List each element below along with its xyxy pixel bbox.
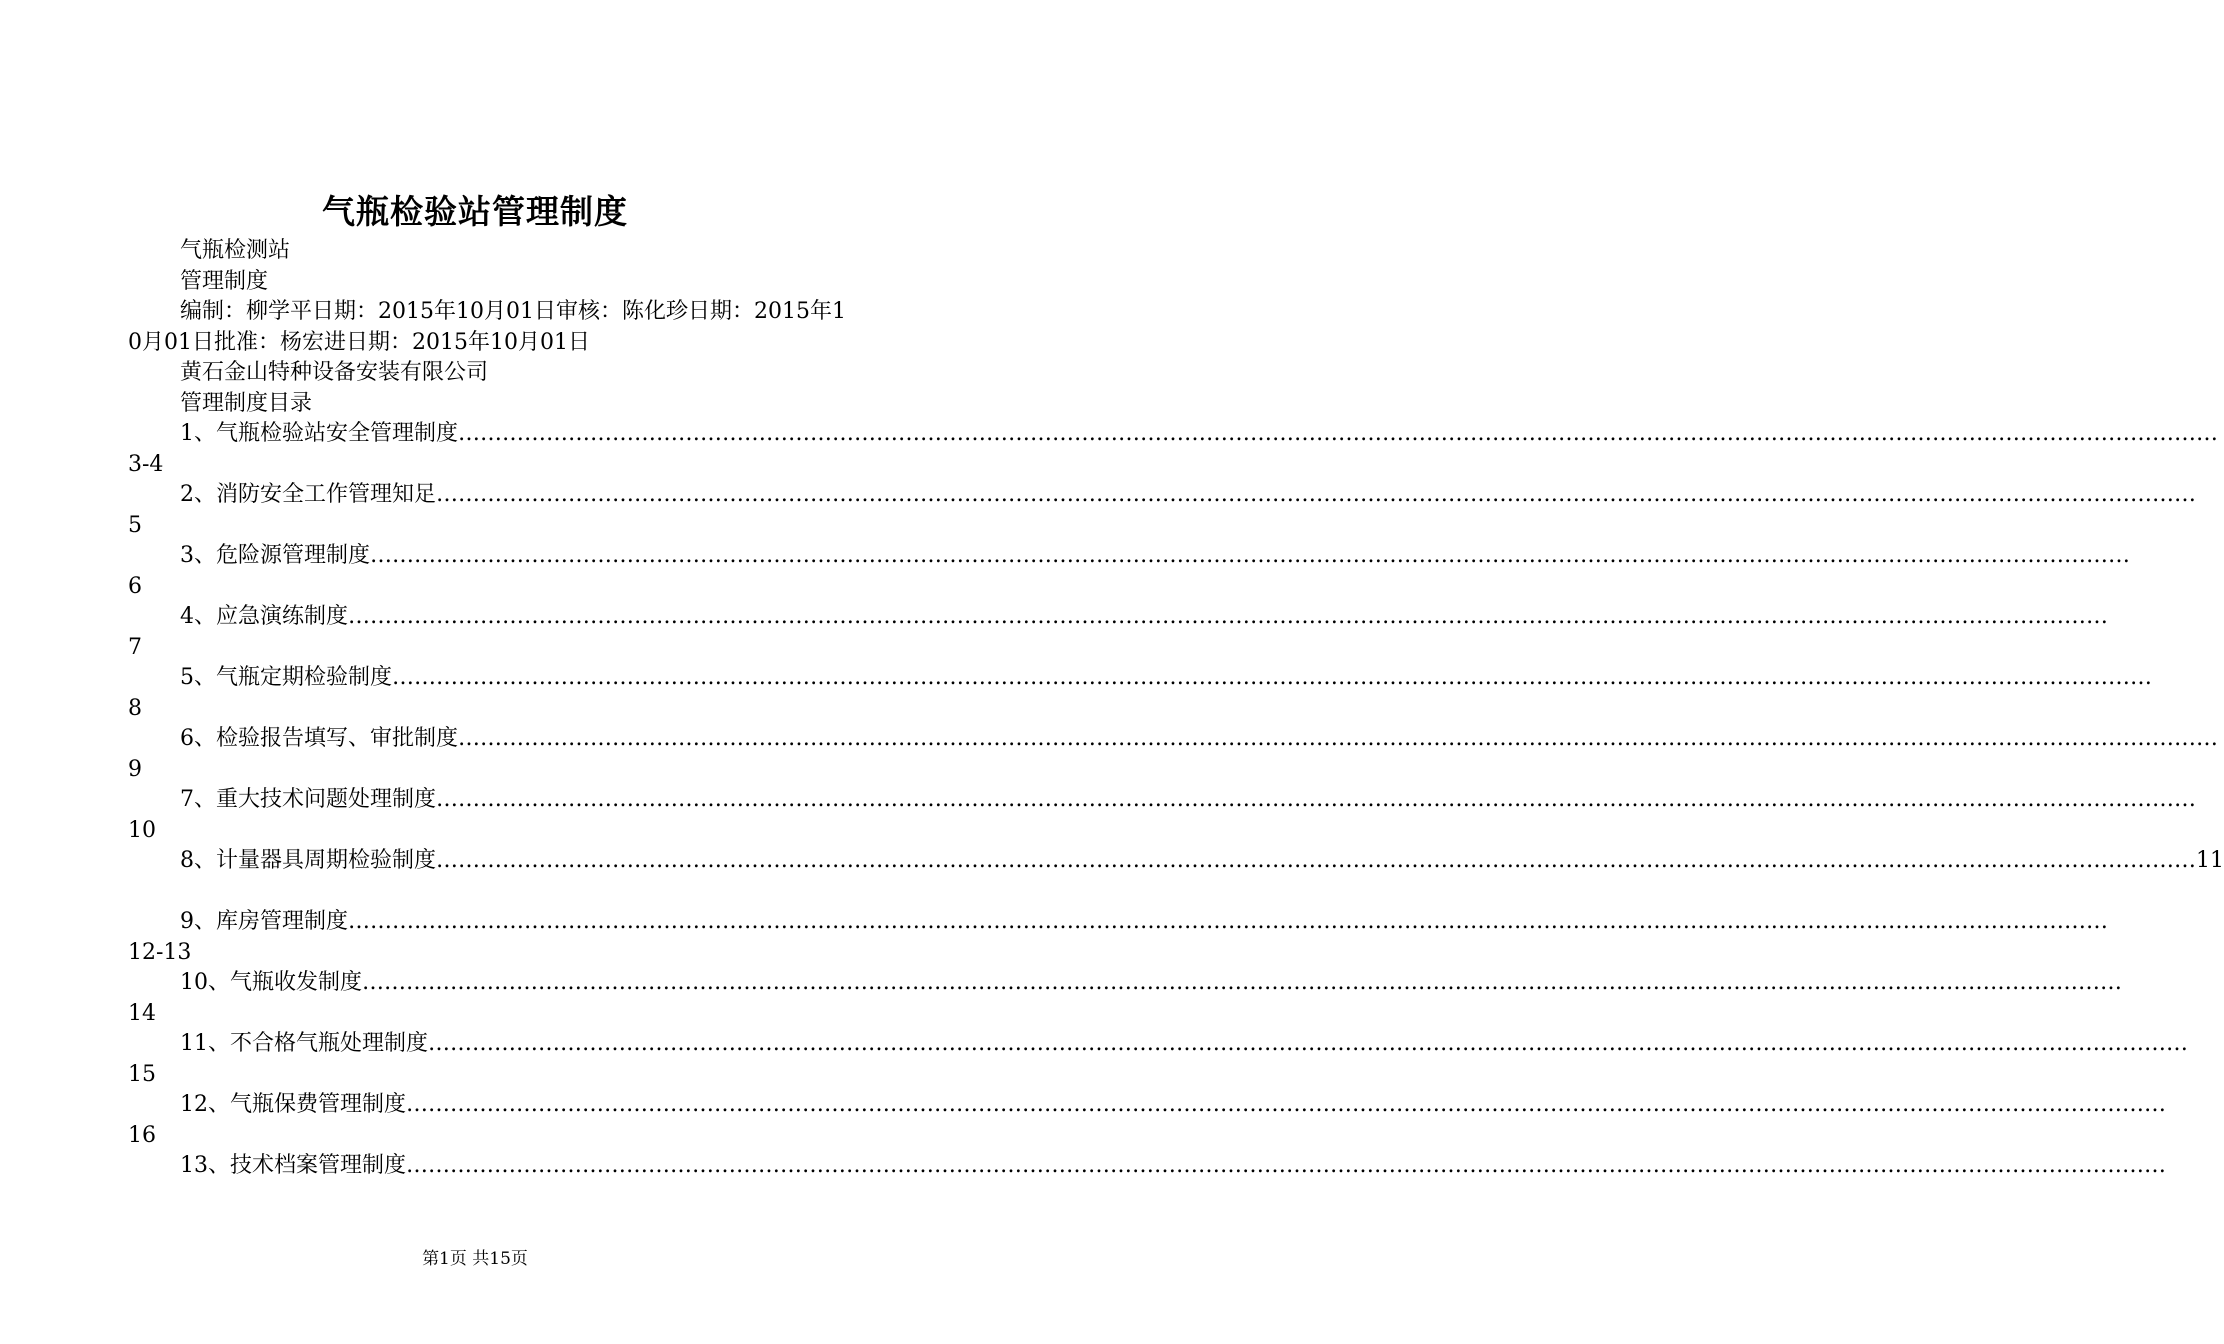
toc-entry-label: 9、库房管理制度 bbox=[180, 909, 348, 934]
table-of-contents bbox=[128, 419, 2224, 1182]
toc-entry bbox=[128, 1029, 2188, 1090]
toc-line bbox=[128, 419, 2218, 450]
toc-leader-dots: …………………………………………………………………………………………………………………………………………………………………………………………………………………… bbox=[348, 909, 2108, 934]
toc-entry-page: 6 bbox=[128, 573, 142, 599]
toc-entry bbox=[128, 785, 2196, 846]
toc-entry-label: 3、危险源管理制度 bbox=[180, 543, 370, 568]
toc-leader-dots: …………………………………………………………………………………………………………………………………………………………………………………………………………………… bbox=[406, 1092, 2166, 1117]
toc-entry bbox=[128, 663, 2152, 724]
toc-leader-dots: …………………………………………………………………………………………………………………………………………………………………………………………………………………… bbox=[458, 421, 2218, 446]
toc-entry bbox=[128, 541, 2130, 602]
toc-line bbox=[128, 968, 2122, 999]
paragraph-approval-info: 编制：柳学平日期：2015年10月01日审核：陈化珍日期：2015年10月01日批准：杨宏进日期：2015年10月01日 bbox=[128, 299, 846, 355]
toc-entry-label: 12、气瓶保费管理制度 bbox=[180, 1092, 406, 1117]
toc-entry-page: 8 bbox=[128, 695, 142, 721]
toc-entry-page: 12-13 bbox=[128, 939, 192, 965]
toc-entry-page: 9 bbox=[128, 756, 142, 782]
toc-entry-page: 15 bbox=[128, 1061, 156, 1087]
toc-entry bbox=[128, 846, 2224, 907]
toc-entry-label: 5、气瓶定期检验制度 bbox=[180, 665, 392, 690]
toc-entry-label: 7、重大技术问题处理制度 bbox=[180, 787, 436, 812]
toc-entry bbox=[128, 724, 2218, 785]
toc-entry-label: 8、计量器具周期检验制度 bbox=[180, 848, 436, 873]
toc-entry-page: 5 bbox=[128, 512, 142, 538]
paragraph-company: 黄石金山特种设备安装有限公司 bbox=[180, 360, 489, 385]
toc-line bbox=[128, 724, 2218, 755]
toc-entry-page: 10 bbox=[128, 817, 156, 843]
toc-leader-dots: …………………………………………………………………………………………………………………………………………………………………………………………………………………… bbox=[458, 726, 2218, 751]
paragraph-toc-heading: 管理制度目录 bbox=[180, 390, 313, 416]
toc-entry-label: 1、气瓶检验站安全管理制度 bbox=[180, 421, 458, 446]
toc-line bbox=[128, 541, 2130, 572]
toc-entry bbox=[128, 602, 2108, 663]
toc-entry bbox=[128, 480, 2196, 541]
toc-line bbox=[128, 785, 2196, 816]
toc-entry-page: 14 bbox=[128, 1000, 156, 1026]
paragraph-subtitle: 管理制度 bbox=[180, 268, 269, 294]
toc-entry-label: 6、检验报告填写、审批制度 bbox=[180, 726, 458, 751]
toc-line bbox=[128, 846, 2224, 877]
toc-leader-dots: …………………………………………………………………………………………………………………………………………………………………………………………………………………… bbox=[348, 604, 2108, 629]
toc-entry bbox=[128, 907, 2108, 968]
toc-leader-dots: …………………………………………………………………………………………………………………………………………………………………………………………………………………… bbox=[370, 543, 2130, 568]
toc-leader-dots: …………………………………………………………………………………………………………………………………………………………………………………………………………………… bbox=[436, 482, 2196, 507]
toc-entry-label: 2、消防安全工作管理知足 bbox=[180, 482, 436, 507]
toc-leader-dots: …………………………………………………………………………………………………………………………………………………………………………………………………………………… bbox=[392, 665, 2152, 690]
toc-entry-label: 10、气瓶收发制度 bbox=[180, 970, 362, 995]
toc-entry-label: 4、应急演练制度 bbox=[180, 604, 348, 629]
toc-entry bbox=[128, 1151, 2166, 1182]
toc-leader-dots: …………………………………………………………………………………………………………………………………………………………………………………………………………………… bbox=[362, 970, 2122, 995]
toc-entry-label: 13、技术档案管理制度 bbox=[180, 1153, 406, 1178]
toc-entry bbox=[128, 968, 2122, 1029]
toc-leader-dots: …………………………………………………………………………………………………………………………………………………………………………………………………………………… bbox=[428, 1031, 2188, 1056]
toc-line bbox=[128, 1151, 2166, 1182]
toc-entry-page: 7 bbox=[128, 634, 142, 660]
toc-spacer bbox=[128, 877, 848, 908]
page-footer: 第1页 共15页 bbox=[422, 1249, 528, 1269]
toc-entry-page: 3-4 bbox=[128, 451, 164, 477]
paragraph-station-name: 气瓶检测站 bbox=[180, 238, 291, 263]
toc-entry-page: 16 bbox=[128, 1122, 156, 1148]
toc-line bbox=[128, 907, 2108, 938]
toc-leader-dots: …………………………………………………………………………………………………………………………………………………………………………………………………………………… bbox=[436, 787, 2196, 812]
document-title: 气瓶检验站管理制度 bbox=[322, 192, 628, 231]
toc-line bbox=[128, 1090, 2166, 1121]
toc-entry-label: 11、不合格气瓶处理制度 bbox=[180, 1031, 428, 1056]
toc-line bbox=[128, 663, 2152, 694]
toc-entry bbox=[128, 419, 2218, 480]
toc-entry bbox=[128, 1090, 2166, 1151]
toc-line bbox=[128, 602, 2108, 633]
toc-leader-dots: …………………………………………………………………………………………………………………………………………………………………………………………………………………… bbox=[406, 1153, 2166, 1178]
toc-leader-dots: …………………………………………………………………………………………………………………………………………………………………………………………………………………… bbox=[436, 848, 2196, 873]
toc-line bbox=[128, 1029, 2188, 1060]
toc-line bbox=[128, 480, 2196, 511]
toc-entry-page: 11 bbox=[2196, 848, 2224, 873]
document-body bbox=[128, 236, 2224, 1182]
